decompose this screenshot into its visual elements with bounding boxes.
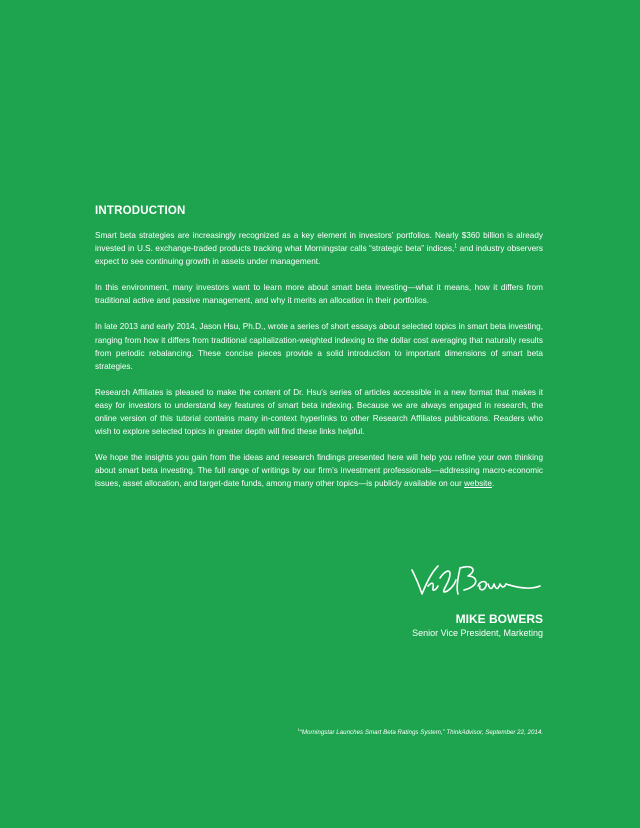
paragraph-1-text: Smart beta strategies are increasingly recognized as a key element in investors’ portfolios. Nearly $360 billion is already invested in U.S. exchange-traded products tracking what Morningstar calls “strategic beta” indices, bbox=[95, 231, 543, 254]
handwritten-signature bbox=[408, 560, 543, 602]
signatory-title: Senior Vice President, Marketing bbox=[412, 628, 543, 638]
footnote bbox=[297, 726, 543, 736]
paragraph-5-text-end: . bbox=[491, 479, 495, 489]
footnote-reference: 1 bbox=[454, 243, 458, 250]
paragraph-1-text-end: and industry observers expect to see continuing growth in assets under management. bbox=[95, 244, 543, 267]
signatory-name: MIKE BOWERS bbox=[455, 612, 543, 626]
footnote-number: 1 bbox=[297, 726, 300, 732]
website-link[interactable]: website bbox=[464, 479, 492, 489]
paragraph-1 bbox=[95, 229, 543, 268]
paragraph-3: In late 2013 and early 2014, Jason Hsu, Ph.D., wrote a series of short essays about selected topics in smart beta investing, ranging from how it differs from traditional capitalization-weighted indexing to the dollar cost averaging that naturally results from periodic rebalancing. These concise pieces provide a solid introduction to important dimensions of smart beta strategies. bbox=[95, 322, 543, 371]
section-heading: INTRODUCTION bbox=[95, 205, 186, 217]
paragraph-5 bbox=[95, 451, 543, 490]
paragraph-5-text: We hope the insights you gain from the ideas and research findings presented here will help you refine your own thinking about smart beta investing. The full range of writings by our firm’s investment professionals—addressing macro-economic issues, asset allocation, and target-date funds, among many other topics—is publicly available on our bbox=[95, 453, 543, 489]
footnote-text: “Morningstar Launches Smart Beta Ratings System,” ThinkAdvisor, September 22, 2014. bbox=[299, 729, 543, 736]
introduction-section bbox=[95, 205, 543, 504]
paragraph-2: In this environment, many investors want to learn more about smart beta investing—what it means, how it differs from traditional active and passive management, and why it merits an allocation in their portfolios. bbox=[95, 283, 543, 306]
paragraph-4: Research Affiliates is pleased to make the content of Dr. Hsu’s series of articles accessible in a new format that makes it easy for investors to understand key features of smart beta indexing. Because we are always engaged in research, the online version of this tutorial contains many in-context hyperlinks to other Research Affiliates publications. Readers who wish to explore selected topics in greater depth will find these links helpful. bbox=[95, 387, 543, 437]
